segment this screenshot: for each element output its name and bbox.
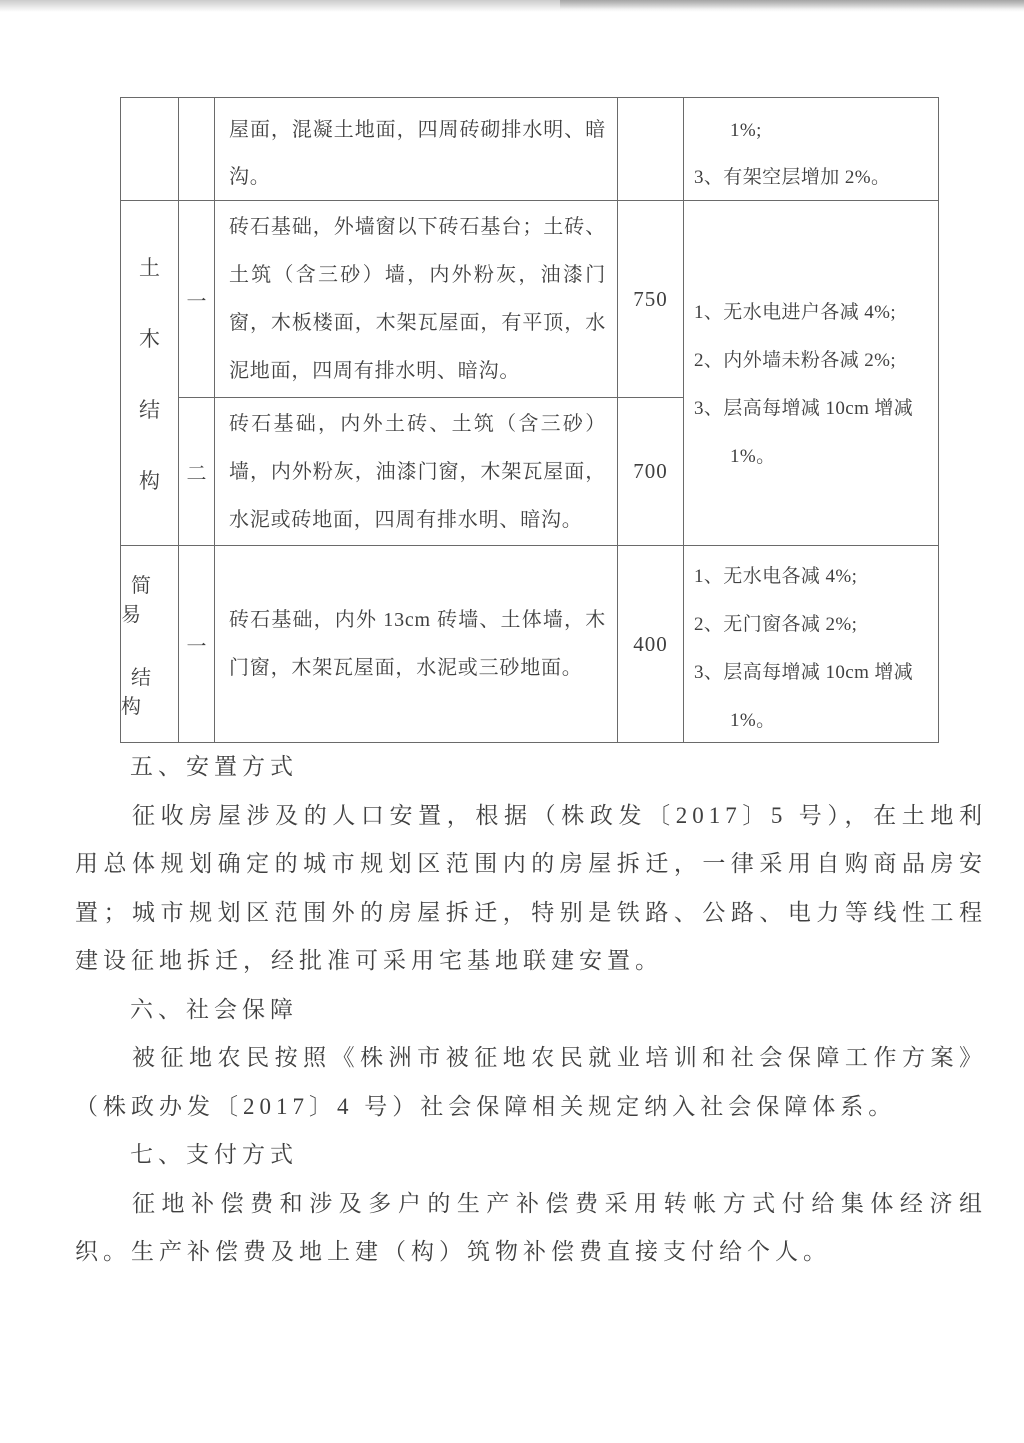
scan-artifact-top-right (560, 0, 1024, 9)
cell-description-carryover (215, 98, 618, 201)
cell-structure-blank (121, 98, 179, 201)
cell-grade-blank (179, 98, 215, 201)
cell-description-tumu-2 (215, 398, 618, 546)
section-placement (75, 743, 987, 986)
section-heading: 六、社会保障 (130, 996, 298, 1022)
cell-adjustments-carryover (684, 98, 939, 201)
description-text: 砖石基础，外墙窗以下砖石基台；土砖、土筑（含三砂）墙，内外粉灰，油漆门窗，木板楼面，木架瓦屋面，有平顶，水泥地面，四周有排水明、暗沟。 (229, 216, 606, 382)
cell-structure-jianyi (121, 546, 179, 743)
grade-text: 一 (186, 290, 207, 313)
cell-grade-jianyi (179, 546, 215, 743)
structure-char: 土 (139, 255, 160, 280)
section-paragraph: 征收房屋涉及的人口安置，根据（株政发〔2017〕5 号），在土地利用总体规划确定的城市规划区范围内的房屋拆迁，一律采用自购商品房安置；城市规划区范围外的房屋拆迁，特别是铁路、公路、电力等线性工程建设征地拆迁，经批准可采用宅基地联建安置。 (75, 802, 987, 973)
adjustment-line: 3、有架空层增加 2%。 (694, 167, 891, 188)
grade-text: 二 (186, 463, 207, 485)
adjustment-line: 1%; (730, 120, 762, 141)
section-heading: 七、支付方式 (130, 1142, 298, 1167)
cell-adjustments-tumu (684, 201, 939, 546)
adjustment-line: 2、无门窗各减 2%; (694, 614, 858, 635)
structure-char: 构 (139, 468, 160, 493)
adjustment-line: 3、层高每增减 10cm 增减 (694, 662, 914, 683)
price-text: 400 (633, 631, 668, 656)
description-text: 砖石基础，内外 13cm 砖墙、土体墙，木门窗，木架瓦屋面，水泥或三砂地面。 (229, 609, 606, 679)
structure-char: 结 (139, 397, 160, 422)
cell-grade-tumu-1 (179, 201, 215, 398)
cell-description-tumu-1 (215, 201, 618, 398)
compensation-table (120, 97, 939, 743)
structure-char: 木 (139, 326, 160, 351)
scan-artifact-top (0, 0, 1024, 12)
document-body (75, 743, 987, 1277)
grade-text: 一 (186, 635, 207, 658)
structure-line: 简易 (121, 575, 161, 626)
description-text: 砖石基础，内外土砖、土筑（含三砂）墙，内外粉灰，油漆门窗，木架瓦屋面，水泥或砖地面，四周有排水明、暗沟。 (229, 412, 606, 531)
cell-price-jianyi (618, 546, 684, 743)
adjustment-line: 1%。 (730, 710, 776, 731)
adjustment-line: 1、无水电各减 4%; (694, 566, 858, 587)
cell-price-tumu-1 (618, 201, 684, 398)
cell-price-blank (618, 98, 684, 201)
section-social-security (75, 986, 987, 1132)
adjustment-line: 2、内外墙未粉各减 2%; (694, 350, 897, 371)
description-text: 屋面，混凝土地面，四周砖砌排水明、暗沟。 (229, 119, 606, 188)
cell-structure-tumu (121, 201, 179, 546)
cell-grade-tumu-2 (179, 398, 215, 546)
section-payment (75, 1131, 987, 1277)
structure-line: 结构 (121, 667, 161, 718)
section-paragraph: 征地补偿费和涉及多户的生产补偿费采用转帐方式付给集体经济组织。生产补偿费及地上建（构）筑物补偿费直接支付给个人。 (75, 1190, 987, 1264)
section-heading: 五、安置方式 (130, 754, 298, 779)
adjustment-line: 1、无水电进户各减 4%; (694, 302, 897, 323)
cell-description-jianyi (215, 546, 618, 743)
price-text: 700 (633, 459, 668, 483)
section-paragraph: 被征地农民按照《株洲市被征地农民就业培训和社会保障工作方案》（株政办发〔2017〕4 号）社会保障相关规定纳入社会保障体系。 (75, 1045, 987, 1119)
cell-price-tumu-2 (618, 398, 684, 546)
price-text: 750 (633, 286, 668, 311)
adjustment-line: 3、层高每增减 10cm 增减 (694, 398, 914, 419)
adjustment-line: 1%。 (730, 446, 776, 467)
cell-adjustments-jianyi (684, 546, 939, 743)
